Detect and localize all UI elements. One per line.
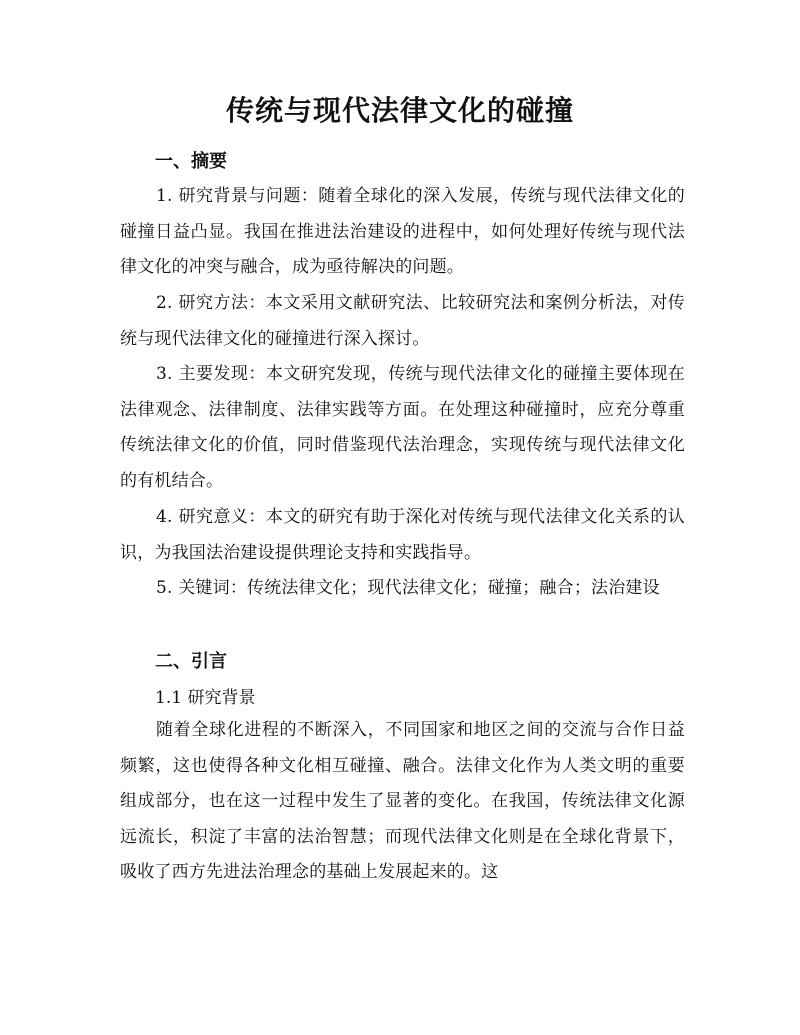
section-heading-introduction: 二、引言 xyxy=(155,651,227,672)
subsection-heading-background: 1.1 研究背景 xyxy=(155,688,256,708)
section-heading-abstract: 一、摘要 xyxy=(155,151,227,172)
abstract-item-significance: 4. 研究意义：本文的研究有助于深化对传统与现代法律文化关系的认识，为我国法治建设提供理论支持和实践指导。 xyxy=(120,507,685,563)
abstract-item-keywords: 5. 关键词：传统法律文化；现代法律文化；碰撞；融合；法治建设 xyxy=(156,578,660,598)
abstract-item-findings: 3. 主要发现：本文研究发现，传统与现代法律文化的碰撞主要体现在法律观念、法律制度、法律实践等方面。在处理这种碰撞时，应充分尊重传统法律文化的价值，同时借鉴现代法治理念，实现传统与现代法律文化的有机结合。 xyxy=(120,364,685,491)
abstract-item-background: 1. 研究背景与问题：随着全球化的深入发展，传统与现代法律文化的碰撞日益凸显。我国在推进法治建设的进程中，如何处理好传统与现代法律文化的冲突与融合，成为亟待解决的问题。 xyxy=(120,186,685,277)
introduction-paragraph: 随着全球化进程的不断深入，不同国家和地区之间的交流与合作日益频繁，这也使得各种文化相互碰撞、融合。法律文化作为人类文明的重要组成部分，也在这一过程中发生了显著的变化。在我国，传统法律文化源远流长，积淀了丰富的法治智慧；而现代法律文化则是在全球化背景下，吸收了西方先进法治理念的基础上发展起来的。这 xyxy=(120,720,685,882)
abstract-item-methods: 2. 研究方法：本文采用文献研究法、比较研究法和案例分析法，对传统与现代法律文化的碰撞进行深入探讨。 xyxy=(120,293,685,349)
document-title: 传统与现代法律文化的碰撞 xyxy=(225,94,574,127)
